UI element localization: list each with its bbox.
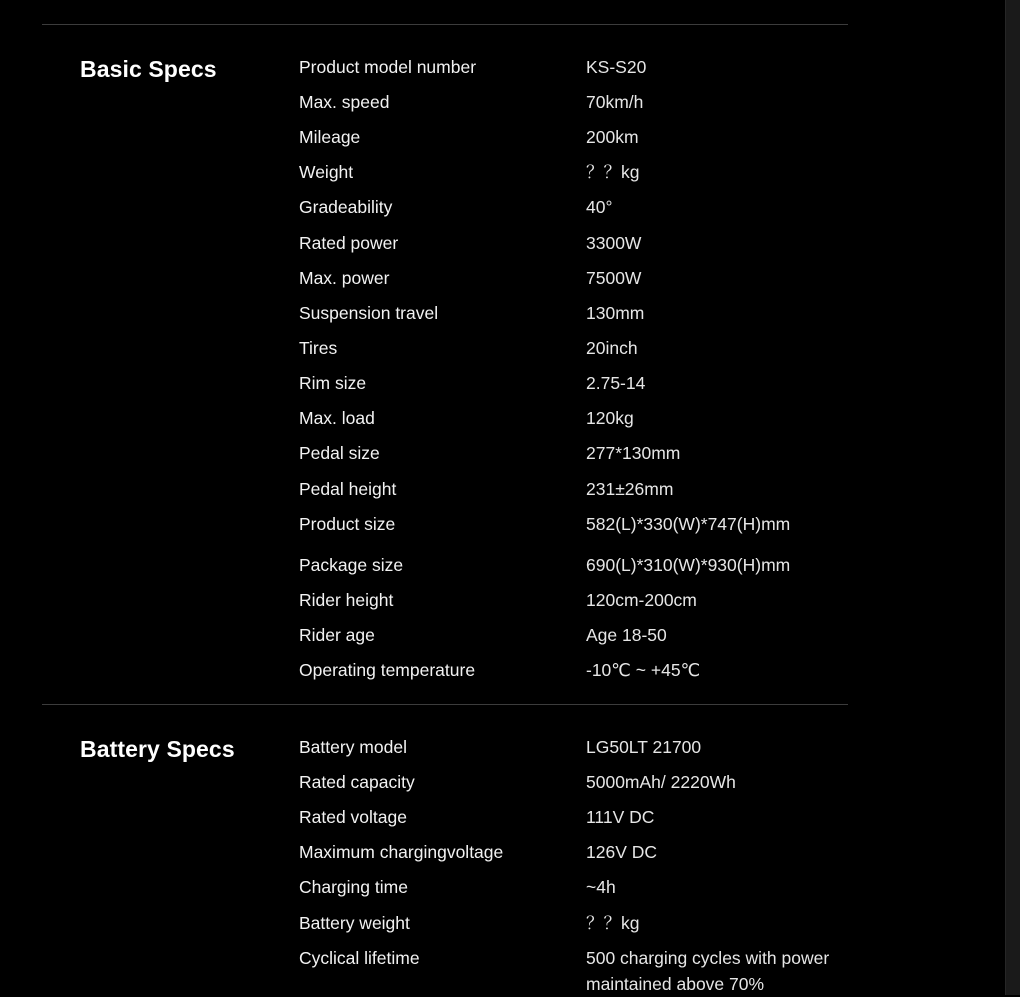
- spec-value: 2.75-14: [586, 373, 646, 393]
- spec-label: Weight: [299, 162, 354, 182]
- spec-row-rider-height: [299, 587, 859, 622]
- spec-label: Max. load: [299, 408, 375, 428]
- spec-value: 500 charging cycles with power maintained above 70%: [586, 948, 830, 994]
- top-divider: [42, 24, 848, 25]
- spec-row-max-charging-voltage: [299, 839, 859, 874]
- spec-row-rim-size: [299, 370, 859, 405]
- spec-value: 111V DC: [586, 807, 655, 827]
- spec-value: 277*130mm: [586, 443, 681, 463]
- spec-label: Rider age: [299, 625, 375, 645]
- spec-label: Battery weight: [299, 913, 410, 933]
- spec-row-package-size: [299, 552, 859, 587]
- spec-value: 3300W: [586, 233, 642, 253]
- spec-row-rated-capacity: [299, 769, 859, 804]
- spec-row-mileage: [299, 124, 859, 159]
- spec-value: 20inch: [586, 338, 638, 358]
- spec-row-charging-time: [299, 874, 859, 909]
- spec-value: 120kg: [586, 408, 634, 428]
- spec-value: Age 18-50: [586, 625, 667, 645]
- spec-row-suspension-travel: [299, 300, 859, 335]
- spec-row-rider-age: [299, 622, 859, 657]
- spec-row-pedal-height: [299, 476, 859, 511]
- spec-value: 70km/h: [586, 92, 644, 112]
- spec-label: Pedal height: [299, 479, 397, 499]
- spec-value: 120cm-200cm: [586, 590, 697, 610]
- spec-row-max-power: [299, 265, 859, 300]
- spec-label: Max. speed: [299, 92, 390, 112]
- spec-value: ？？kg: [586, 913, 640, 933]
- spec-label: Cyclical lifetime: [299, 948, 420, 968]
- spec-row-battery-model: [299, 734, 859, 769]
- spec-value: 231±26mm: [586, 479, 674, 499]
- spec-row-weight: [299, 159, 859, 194]
- spec-label: Rider height: [299, 590, 394, 610]
- spec-label: Rated voltage: [299, 807, 407, 827]
- section-divider: [42, 704, 848, 705]
- spec-label: Rated capacity: [299, 772, 415, 792]
- spec-label: Max. power: [299, 268, 390, 288]
- spec-row-rated-power: [299, 230, 859, 265]
- spec-label: Suspension travel: [299, 303, 439, 323]
- spec-label: Package size: [299, 555, 404, 575]
- spec-row-pedal-size: [299, 440, 859, 475]
- spec-row-gradeability: [299, 194, 859, 229]
- spec-row-product-size: [299, 511, 859, 546]
- spec-label: Rated power: [299, 233, 399, 253]
- spec-label: Product size: [299, 514, 396, 534]
- spec-label: Battery model: [299, 737, 407, 757]
- spec-row-max-load: [299, 405, 859, 440]
- battery-specs-title: Battery Specs: [80, 736, 235, 762]
- spec-row-rated-voltage: [299, 804, 859, 839]
- spec-label: Operating temperature: [299, 660, 476, 680]
- spec-value: KS-S20: [586, 57, 647, 77]
- spec-row-battery-weight: [299, 910, 859, 945]
- spec-value: 582(L)*330(W)*747(H)mm: [586, 514, 791, 534]
- spec-value: 126V DC: [586, 842, 658, 862]
- spec-value: ？？kg: [586, 162, 640, 182]
- spec-row-tires: [299, 335, 859, 370]
- spec-row-operating-temperature: [299, 657, 859, 692]
- spec-row-model-number: [299, 54, 859, 89]
- spec-label: Gradeability: [299, 197, 393, 217]
- spec-value: 200km: [586, 127, 639, 147]
- spec-value: ~4h: [586, 877, 616, 897]
- spec-label: Pedal size: [299, 443, 380, 463]
- spec-value: 690(L)*310(W)*930(H)mm: [586, 555, 791, 575]
- spec-value: LG50LT 21700: [586, 737, 702, 757]
- spec-label: Maximum chargingvoltage: [299, 842, 504, 862]
- spec-value: 7500W: [586, 268, 642, 288]
- spec-value: 130mm: [586, 303, 645, 323]
- spec-value: 5000mAh/ 2220Wh: [586, 772, 736, 792]
- spec-value: -10℃ ~ +45℃: [586, 660, 701, 680]
- spec-row-max-speed: [299, 89, 859, 124]
- spec-row-cyclical-lifetime: [299, 945, 859, 995]
- basic-specs-title: Basic Specs: [80, 56, 217, 82]
- spec-label: Charging time: [299, 877, 408, 897]
- spec-label: Rim size: [299, 373, 367, 393]
- spec-label: Product model number: [299, 57, 477, 77]
- page-scrollbar[interactable]: [1005, 0, 1020, 995]
- spec-label: Tires: [299, 338, 338, 358]
- spec-label: Mileage: [299, 127, 361, 147]
- spec-value: 40°: [586, 197, 613, 217]
